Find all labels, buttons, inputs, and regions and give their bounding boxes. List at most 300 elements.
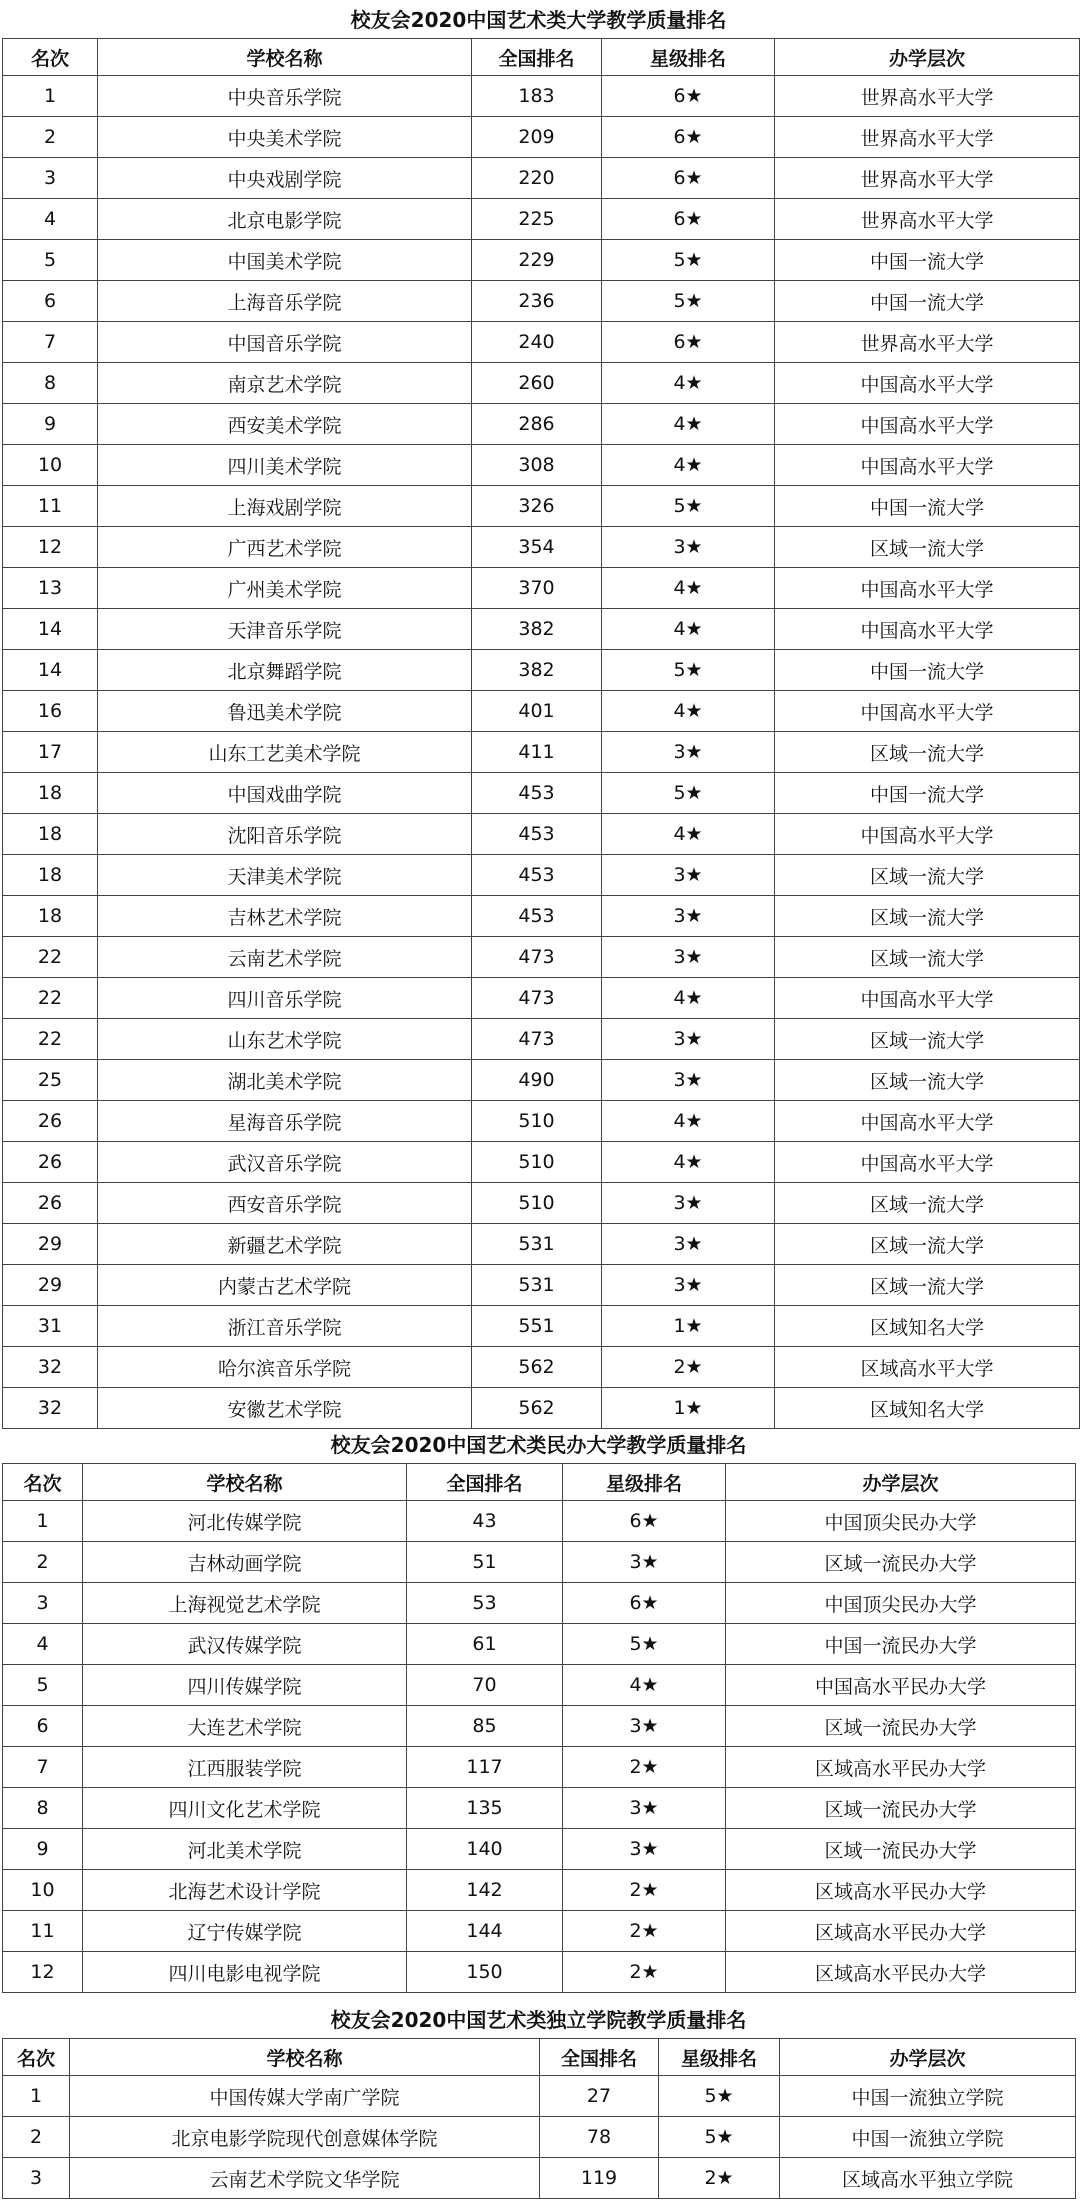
cell-star-rank: 3★ (563, 1706, 726, 1747)
cell-star-rank: 4★ (602, 691, 775, 732)
cell-level: 区域高水平大学 (775, 1347, 1080, 1388)
table-row (3, 732, 1080, 773)
cell-rank: 2 (3, 117, 98, 158)
cell-star-rank: 2★ (563, 1870, 726, 1911)
cell-rank: 32 (3, 1347, 98, 1388)
cell-national-rank: 411 (472, 732, 602, 773)
cell-rank: 18 (3, 855, 98, 896)
cell-school-name: 沈阳音乐学院 (98, 814, 472, 855)
cell-national-rank: 510 (472, 1142, 602, 1183)
private-universities-section (0, 1427, 1077, 1993)
cell-star-rank: 2★ (563, 1911, 726, 1952)
table-row (3, 1583, 1076, 1624)
table-row (3, 158, 1080, 199)
table-header-row (3, 1464, 1076, 1501)
cell-national-rank: 326 (472, 486, 602, 527)
cell-level: 中国一流大学 (775, 773, 1080, 814)
cell-rank: 26 (3, 1183, 98, 1224)
table-row (3, 1542, 1076, 1583)
cell-national-rank: 370 (472, 568, 602, 609)
cell-rank: 5 (3, 1665, 83, 1706)
cell-national-rank: 119 (540, 2158, 659, 2199)
cell-rank: 3 (3, 2158, 70, 2199)
cell-star-rank: 3★ (563, 1829, 726, 1870)
table-row (3, 117, 1080, 158)
cell-school-name: 中央美术学院 (98, 117, 472, 158)
cell-school-name: 四川传媒学院 (83, 1665, 407, 1706)
cell-school-name: 天津音乐学院 (98, 609, 472, 650)
cell-level: 区域高水平民办大学 (726, 1911, 1076, 1952)
cell-star-rank: 5★ (563, 1624, 726, 1665)
cell-school-name: 河北传媒学院 (83, 1501, 407, 1542)
cell-level: 中国高水平大学 (775, 1142, 1080, 1183)
col-header-star-rank: 星级排名 (659, 2039, 780, 2076)
cell-school-name: 中国传媒大学南广学院 (70, 2076, 540, 2117)
cell-star-rank: 3★ (602, 855, 775, 896)
cell-national-rank: 236 (472, 281, 602, 322)
table-row (3, 691, 1080, 732)
cell-star-rank: 1★ (602, 1306, 775, 1347)
cell-school-name: 中国美术学院 (98, 240, 472, 281)
cell-school-name: 辽宁传媒学院 (83, 1911, 407, 1952)
cell-rank: 18 (3, 773, 98, 814)
table-row (3, 609, 1080, 650)
cell-star-rank: 1★ (602, 1388, 775, 1429)
table-row (3, 1019, 1080, 1060)
cell-national-rank: 551 (472, 1306, 602, 1347)
cell-level: 中国高水平民办大学 (726, 1665, 1076, 1706)
cell-star-rank: 5★ (602, 486, 775, 527)
table-row (3, 937, 1080, 978)
col-header-rank: 名次 (3, 39, 98, 76)
cell-level: 中国高水平大学 (775, 568, 1080, 609)
cell-national-rank: 78 (540, 2117, 659, 2158)
table-title: 校友会2020中国艺术类独立学院教学质量排名 (330, 2008, 747, 2032)
cell-school-name: 北海艺术设计学院 (83, 1870, 407, 1911)
cell-star-rank: 4★ (602, 978, 775, 1019)
cell-national-rank: 51 (407, 1542, 563, 1583)
cell-star-rank: 4★ (563, 1665, 726, 1706)
col-header-national-rank: 全国排名 (472, 39, 602, 76)
cell-rank: 1 (3, 2076, 70, 2117)
cell-national-rank: 510 (472, 1101, 602, 1142)
col-header-rank: 名次 (3, 1464, 83, 1501)
cell-rank: 14 (3, 650, 98, 691)
col-header-level: 办学层次 (726, 1464, 1076, 1501)
ranking-table (2, 38, 1080, 1429)
table-row (3, 568, 1080, 609)
col-header-rank: 名次 (3, 2039, 70, 2076)
cell-star-rank: 3★ (563, 1788, 726, 1829)
cell-national-rank: 382 (472, 650, 602, 691)
cell-star-rank: 4★ (602, 1142, 775, 1183)
cell-national-rank: 229 (472, 240, 602, 281)
cell-school-name: 湖北美术学院 (98, 1060, 472, 1101)
table-row (3, 1788, 1076, 1829)
cell-level: 中国高水平大学 (775, 1101, 1080, 1142)
cell-star-rank: 6★ (602, 117, 775, 158)
cell-star-rank: 5★ (602, 650, 775, 691)
cell-level: 中国高水平大学 (775, 609, 1080, 650)
cell-school-name: 上海戏剧学院 (98, 486, 472, 527)
cell-level: 区域一流大学 (775, 855, 1080, 896)
cell-national-rank: 53 (407, 1583, 563, 1624)
table-title: 校友会2020中国艺术类民办大学教学质量排名 (330, 1433, 747, 1457)
cell-national-rank: 382 (472, 609, 602, 650)
cell-rank: 26 (3, 1142, 98, 1183)
cell-rank: 12 (3, 1952, 83, 1993)
cell-star-rank: 2★ (563, 1952, 726, 1993)
table-header-row (3, 2039, 1076, 2076)
cell-level: 中国一流大学 (775, 281, 1080, 322)
table-row (3, 978, 1080, 1019)
cell-level: 区域高水平民办大学 (726, 1747, 1076, 1788)
cell-national-rank: 473 (472, 937, 602, 978)
cell-school-name: 山东艺术学院 (98, 1019, 472, 1060)
cell-national-rank: 453 (472, 896, 602, 937)
cell-school-name: 山东工艺美术学院 (98, 732, 472, 773)
cell-national-rank: 401 (472, 691, 602, 732)
art-universities-section (0, 2, 1077, 1429)
cell-school-name: 武汉音乐学院 (98, 1142, 472, 1183)
cell-rank: 18 (3, 814, 98, 855)
cell-school-name: 北京电影学院 (98, 199, 472, 240)
cell-star-rank: 3★ (602, 1224, 775, 1265)
cell-star-rank: 2★ (659, 2158, 780, 2199)
cell-star-rank: 3★ (602, 1265, 775, 1306)
cell-star-rank: 4★ (602, 1101, 775, 1142)
table-row (3, 1183, 1080, 1224)
cell-level: 中国一流大学 (775, 486, 1080, 527)
table-row (3, 1747, 1076, 1788)
cell-national-rank: 240 (472, 322, 602, 363)
cell-school-name: 中央音乐学院 (98, 76, 472, 117)
col-header-level: 办学层次 (775, 39, 1080, 76)
cell-star-rank: 6★ (602, 322, 775, 363)
table-row (3, 1706, 1076, 1747)
col-header-school: 学校名称 (70, 2039, 540, 2076)
table-row (3, 650, 1080, 691)
col-header-star-rank: 星级排名 (602, 39, 775, 76)
cell-level: 区域高水平独立学院 (780, 2158, 1076, 2199)
cell-school-name: 广西艺术学院 (98, 527, 472, 568)
cell-school-name: 大连艺术学院 (83, 1706, 407, 1747)
cell-school-name: 江西服装学院 (83, 1747, 407, 1788)
table-row (3, 445, 1080, 486)
cell-rank: 25 (3, 1060, 98, 1101)
cell-school-name: 西安美术学院 (98, 404, 472, 445)
cell-rank: 9 (3, 404, 98, 445)
cell-school-name: 内蒙古艺术学院 (98, 1265, 472, 1306)
cell-level: 世界高水平大学 (775, 199, 1080, 240)
table-row (3, 1870, 1076, 1911)
cell-level: 中国高水平大学 (775, 404, 1080, 445)
cell-level: 区域一流民办大学 (726, 1829, 1076, 1870)
cell-school-name: 北京电影学院现代创意媒体学院 (70, 2117, 540, 2158)
cell-star-rank: 4★ (602, 568, 775, 609)
cell-rank: 13 (3, 568, 98, 609)
cell-level: 世界高水平大学 (775, 322, 1080, 363)
cell-school-name: 吉林动画学院 (83, 1542, 407, 1583)
table-row (3, 1306, 1080, 1347)
cell-level: 中国一流民办大学 (726, 1624, 1076, 1665)
cell-level: 中国一流大学 (775, 240, 1080, 281)
cell-level: 中国顶尖民办大学 (726, 1501, 1076, 1542)
col-header-level: 办学层次 (780, 2039, 1076, 2076)
cell-rank: 26 (3, 1101, 98, 1142)
cell-rank: 6 (3, 281, 98, 322)
cell-level: 世界高水平大学 (775, 158, 1080, 199)
cell-level: 区域一流大学 (775, 896, 1080, 937)
cell-rank: 31 (3, 1306, 98, 1347)
cell-rank: 9 (3, 1829, 83, 1870)
table-body (3, 76, 1080, 1429)
cell-star-rank: 4★ (602, 404, 775, 445)
cell-rank: 12 (3, 527, 98, 568)
cell-national-rank: 220 (472, 158, 602, 199)
table-row (3, 1665, 1076, 1706)
table-row (3, 199, 1080, 240)
cell-rank: 3 (3, 158, 98, 199)
table-row (3, 814, 1080, 855)
cell-school-name: 上海视觉艺术学院 (83, 1583, 407, 1624)
cell-rank: 10 (3, 1870, 83, 1911)
cell-rank: 7 (3, 1747, 83, 1788)
cell-national-rank: 70 (407, 1665, 563, 1706)
cell-star-rank: 4★ (602, 363, 775, 404)
cell-level: 中国高水平大学 (775, 363, 1080, 404)
cell-national-rank: 150 (407, 1952, 563, 1993)
cell-rank: 2 (3, 1542, 83, 1583)
cell-level: 区域高水平民办大学 (726, 1870, 1076, 1911)
table-body (3, 2076, 1076, 2199)
cell-level: 中国高水平大学 (775, 814, 1080, 855)
table-row (3, 240, 1080, 281)
cell-level: 世界高水平大学 (775, 117, 1080, 158)
table-row (3, 1347, 1080, 1388)
cell-level: 世界高水平大学 (775, 76, 1080, 117)
table-row (3, 1829, 1076, 1870)
cell-star-rank: 6★ (602, 76, 775, 117)
cell-rank: 11 (3, 1911, 83, 1952)
cell-rank: 10 (3, 445, 98, 486)
cell-level: 中国高水平大学 (775, 445, 1080, 486)
cell-national-rank: 142 (407, 1870, 563, 1911)
cell-school-name: 四川音乐学院 (98, 978, 472, 1019)
cell-national-rank: 117 (407, 1747, 563, 1788)
cell-rank: 4 (3, 1624, 83, 1665)
cell-national-rank: 453 (472, 855, 602, 896)
cell-national-rank: 354 (472, 527, 602, 568)
table-header-row (3, 39, 1080, 76)
cell-national-rank: 490 (472, 1060, 602, 1101)
table-row (3, 1911, 1076, 1952)
ranking-table (2, 1463, 1076, 1993)
cell-school-name: 浙江音乐学院 (98, 1306, 472, 1347)
cell-star-rank: 3★ (563, 1542, 726, 1583)
table-row (3, 2117, 1076, 2158)
cell-national-rank: 562 (472, 1388, 602, 1429)
cell-school-name: 鲁迅美术学院 (98, 691, 472, 732)
cell-rank: 22 (3, 978, 98, 1019)
cell-star-rank: 4★ (602, 609, 775, 650)
cell-national-rank: 209 (472, 117, 602, 158)
cell-level: 中国高水平大学 (775, 978, 1080, 1019)
cell-rank: 18 (3, 896, 98, 937)
col-header-national-rank: 全国排名 (540, 2039, 659, 2076)
cell-national-rank: 135 (407, 1788, 563, 1829)
cell-rank: 6 (3, 1706, 83, 1747)
cell-star-rank: 5★ (602, 240, 775, 281)
table-row (3, 896, 1080, 937)
cell-level: 区域一流大学 (775, 1224, 1080, 1265)
cell-star-rank: 3★ (602, 896, 775, 937)
table-row (3, 1224, 1080, 1265)
cell-rank: 5 (3, 240, 98, 281)
cell-star-rank: 3★ (602, 1183, 775, 1224)
cell-star-rank: 5★ (659, 2076, 780, 2117)
cell-national-rank: 183 (472, 76, 602, 117)
cell-national-rank: 531 (472, 1265, 602, 1306)
cell-star-rank: 3★ (602, 1019, 775, 1060)
cell-school-name: 四川文化艺术学院 (83, 1788, 407, 1829)
cell-school-name: 中央戏剧学院 (98, 158, 472, 199)
cell-school-name: 广州美术学院 (98, 568, 472, 609)
table-row (3, 1952, 1076, 1993)
cell-rank: 4 (3, 199, 98, 240)
table-row (3, 2076, 1076, 2117)
table-row (3, 855, 1080, 896)
cell-level: 中国高水平大学 (775, 691, 1080, 732)
cell-star-rank: 3★ (602, 527, 775, 568)
cell-level: 区域一流民办大学 (726, 1706, 1076, 1747)
table-row (3, 1265, 1080, 1306)
cell-national-rank: 286 (472, 404, 602, 445)
cell-star-rank: 3★ (602, 732, 775, 773)
cell-school-name: 安徽艺术学院 (98, 1388, 472, 1429)
cell-national-rank: 473 (472, 1019, 602, 1060)
table-row (3, 404, 1080, 445)
cell-school-name: 哈尔滨音乐学院 (98, 1347, 472, 1388)
ranking-table (2, 2038, 1076, 2199)
cell-level: 中国一流独立学院 (780, 2117, 1076, 2158)
table-row (3, 1624, 1076, 1665)
cell-national-rank: 453 (472, 814, 602, 855)
cell-school-name: 天津美术学院 (98, 855, 472, 896)
cell-national-rank: 140 (407, 1829, 563, 1870)
cell-star-rank: 4★ (602, 814, 775, 855)
table-row (3, 527, 1080, 568)
cell-rank: 29 (3, 1265, 98, 1306)
cell-rank: 29 (3, 1224, 98, 1265)
cell-star-rank: 2★ (602, 1347, 775, 1388)
cell-school-name: 云南艺术学院文华学院 (70, 2158, 540, 2199)
cell-school-name: 新疆艺术学院 (98, 1224, 472, 1265)
cell-national-rank: 61 (407, 1624, 563, 1665)
cell-national-rank: 85 (407, 1706, 563, 1747)
cell-school-name: 四川美术学院 (98, 445, 472, 486)
cell-national-rank: 43 (407, 1501, 563, 1542)
cell-school-name: 云南艺术学院 (98, 937, 472, 978)
table-row (3, 1501, 1076, 1542)
cell-level: 区域一流大学 (775, 937, 1080, 978)
cell-school-name: 河北美术学院 (83, 1829, 407, 1870)
cell-school-name: 西安音乐学院 (98, 1183, 472, 1224)
col-header-national-rank: 全国排名 (407, 1464, 563, 1501)
cell-rank: 3 (3, 1583, 83, 1624)
table-title: 校友会2020中国艺术类大学教学质量排名 (350, 8, 727, 32)
cell-level: 区域知名大学 (775, 1388, 1080, 1429)
table-row (3, 76, 1080, 117)
cell-school-name: 南京艺术学院 (98, 363, 472, 404)
cell-rank: 7 (3, 322, 98, 363)
table-row (3, 1101, 1080, 1142)
col-header-school: 学校名称 (83, 1464, 407, 1501)
cell-national-rank: 510 (472, 1183, 602, 1224)
cell-star-rank: 2★ (563, 1747, 726, 1788)
table-row (3, 2158, 1076, 2199)
cell-rank: 32 (3, 1388, 98, 1429)
cell-rank: 8 (3, 363, 98, 404)
cell-level: 区域高水平民办大学 (726, 1952, 1076, 1993)
cell-star-rank: 6★ (563, 1583, 726, 1624)
independent-colleges-section (0, 2002, 1077, 2199)
cell-level: 区域一流民办大学 (726, 1542, 1076, 1583)
cell-rank: 17 (3, 732, 98, 773)
cell-national-rank: 473 (472, 978, 602, 1019)
cell-level: 区域知名大学 (775, 1306, 1080, 1347)
cell-level: 中国一流独立学院 (780, 2076, 1076, 2117)
cell-national-rank: 453 (472, 773, 602, 814)
cell-star-rank: 6★ (563, 1501, 726, 1542)
table-row (3, 1060, 1080, 1101)
table-row (3, 486, 1080, 527)
table-row (3, 281, 1080, 322)
cell-rank: 1 (3, 1501, 83, 1542)
cell-level: 区域一流民办大学 (726, 1788, 1076, 1829)
cell-rank: 8 (3, 1788, 83, 1829)
cell-school-name: 武汉传媒学院 (83, 1624, 407, 1665)
cell-star-rank: 5★ (659, 2117, 780, 2158)
cell-school-name: 北京舞蹈学院 (98, 650, 472, 691)
table-row (3, 773, 1080, 814)
cell-school-name: 吉林艺术学院 (98, 896, 472, 937)
table-row (3, 322, 1080, 363)
cell-national-rank: 260 (472, 363, 602, 404)
cell-school-name: 四川电影电视学院 (83, 1952, 407, 1993)
col-header-school: 学校名称 (98, 39, 472, 76)
cell-rank: 2 (3, 2117, 70, 2158)
cell-level: 中国顶尖民办大学 (726, 1583, 1076, 1624)
cell-level: 区域一流大学 (775, 1019, 1080, 1060)
cell-school-name: 星海音乐学院 (98, 1101, 472, 1142)
cell-star-rank: 6★ (602, 199, 775, 240)
cell-rank: 22 (3, 1019, 98, 1060)
cell-school-name: 中国戏曲学院 (98, 773, 472, 814)
cell-star-rank: 5★ (602, 281, 775, 322)
cell-national-rank: 308 (472, 445, 602, 486)
cell-star-rank: 4★ (602, 445, 775, 486)
cell-national-rank: 562 (472, 1347, 602, 1388)
cell-star-rank: 6★ (602, 158, 775, 199)
cell-rank: 1 (3, 76, 98, 117)
col-header-star-rank: 星级排名 (563, 1464, 726, 1501)
cell-level: 区域一流大学 (775, 1265, 1080, 1306)
table-row (3, 1388, 1080, 1429)
cell-school-name: 中国音乐学院 (98, 322, 472, 363)
cell-school-name: 上海音乐学院 (98, 281, 472, 322)
cell-rank: 11 (3, 486, 98, 527)
